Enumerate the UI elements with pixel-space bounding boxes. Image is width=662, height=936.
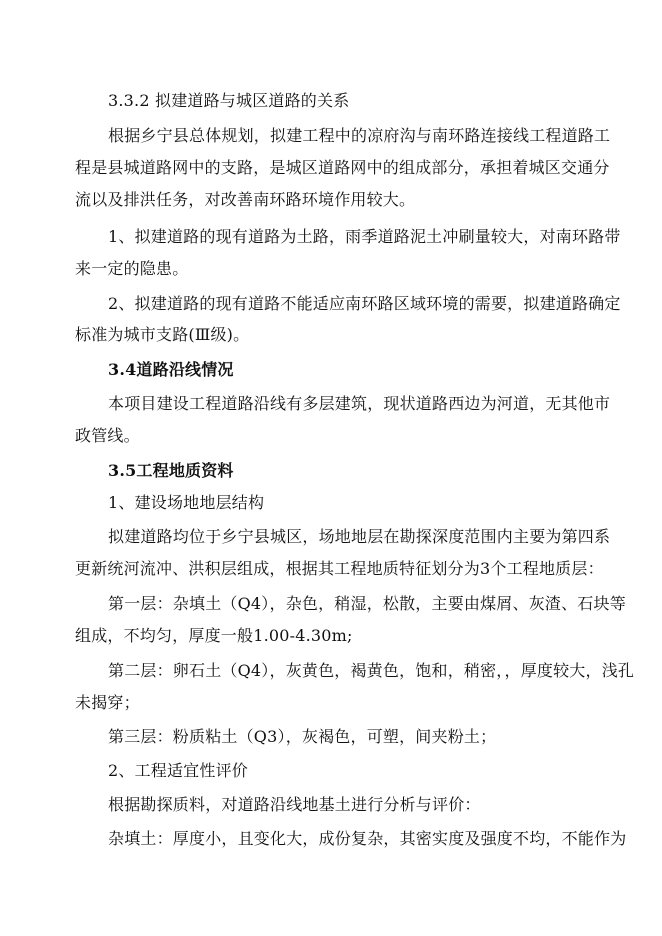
paragraph-line: 2、工程适宜性评价 bbox=[108, 761, 248, 780]
heading-3-4: 3.4道路沿线情况 bbox=[108, 360, 234, 379]
paragraph-line: 拟建道路均位于乡宁县城区，场地地层在勘探深度范围内主要为第四系 bbox=[108, 527, 611, 546]
paragraph-line: 第一层：杂填土（Q4），杂色，稍湿，松散，主要由煤屑、灰渣、石块等 bbox=[108, 594, 626, 613]
heading-3-5: 3.5工程地质资料 bbox=[108, 461, 234, 480]
paragraph-line: 更新统河流冲、洪积层组成，根据其工程地质特征划分为3个工程地质层： bbox=[75, 559, 604, 578]
paragraph-line: 本项目建设工程道路沿线有多层建筑，现状道路西边为河道，无其他市 bbox=[108, 394, 611, 413]
paragraph-line: 1、拟建道路的现有道路为土路，雨季道路泥土冲刷量较大，对南环路带 bbox=[108, 227, 621, 246]
paragraph-line: 流以及排洪任务，对改善南环路环境作用较大。 bbox=[75, 190, 416, 209]
paragraph-line: 政管线。 bbox=[75, 426, 140, 445]
paragraph-line: 1、建设场地地层结构 bbox=[108, 493, 265, 512]
paragraph-line: 未揭穿； bbox=[75, 693, 140, 712]
paragraph-line: 根据勘探质料，对道路沿线地基土进行分析与评价： bbox=[108, 795, 481, 814]
paragraph-line: 第三层：粉质粘土（Q3），灰褐色，可塑，间夹粉土； bbox=[108, 727, 497, 746]
paragraph-line: 组成，不均匀，厚度一般1.00-4.30m; bbox=[75, 626, 353, 645]
paragraph-line: 杂填土：厚度小，且变化大，成份复杂，其密实度及强度不均，不能作为 bbox=[108, 829, 627, 848]
paragraph-line: 来一定的隐患。 bbox=[75, 259, 189, 278]
paragraph-line: 标准为城市支路(Ⅲ级)。 bbox=[75, 325, 250, 344]
paragraph-line: 程是县城道路网中的支路，是城区道路网中的组成部分，承担着城区交通分 bbox=[75, 158, 610, 177]
paragraph-line: 2、拟建道路的现有道路不能适应南环路区域环境的需要，拟建道路确定 bbox=[108, 294, 621, 313]
paragraph-line: 根据乡宁县总体规划，拟建工程中的凉府沟与南环路连接线工程道路工 bbox=[108, 126, 611, 145]
heading-3-3-2: 3.3.2 拟建道路与城区道路的关系 bbox=[108, 91, 350, 110]
paragraph-line: 第二层：卵石土（Q4），灰黄色，褐黄色，饱和，稍密，，厚度较大，浅孔 bbox=[108, 661, 635, 680]
